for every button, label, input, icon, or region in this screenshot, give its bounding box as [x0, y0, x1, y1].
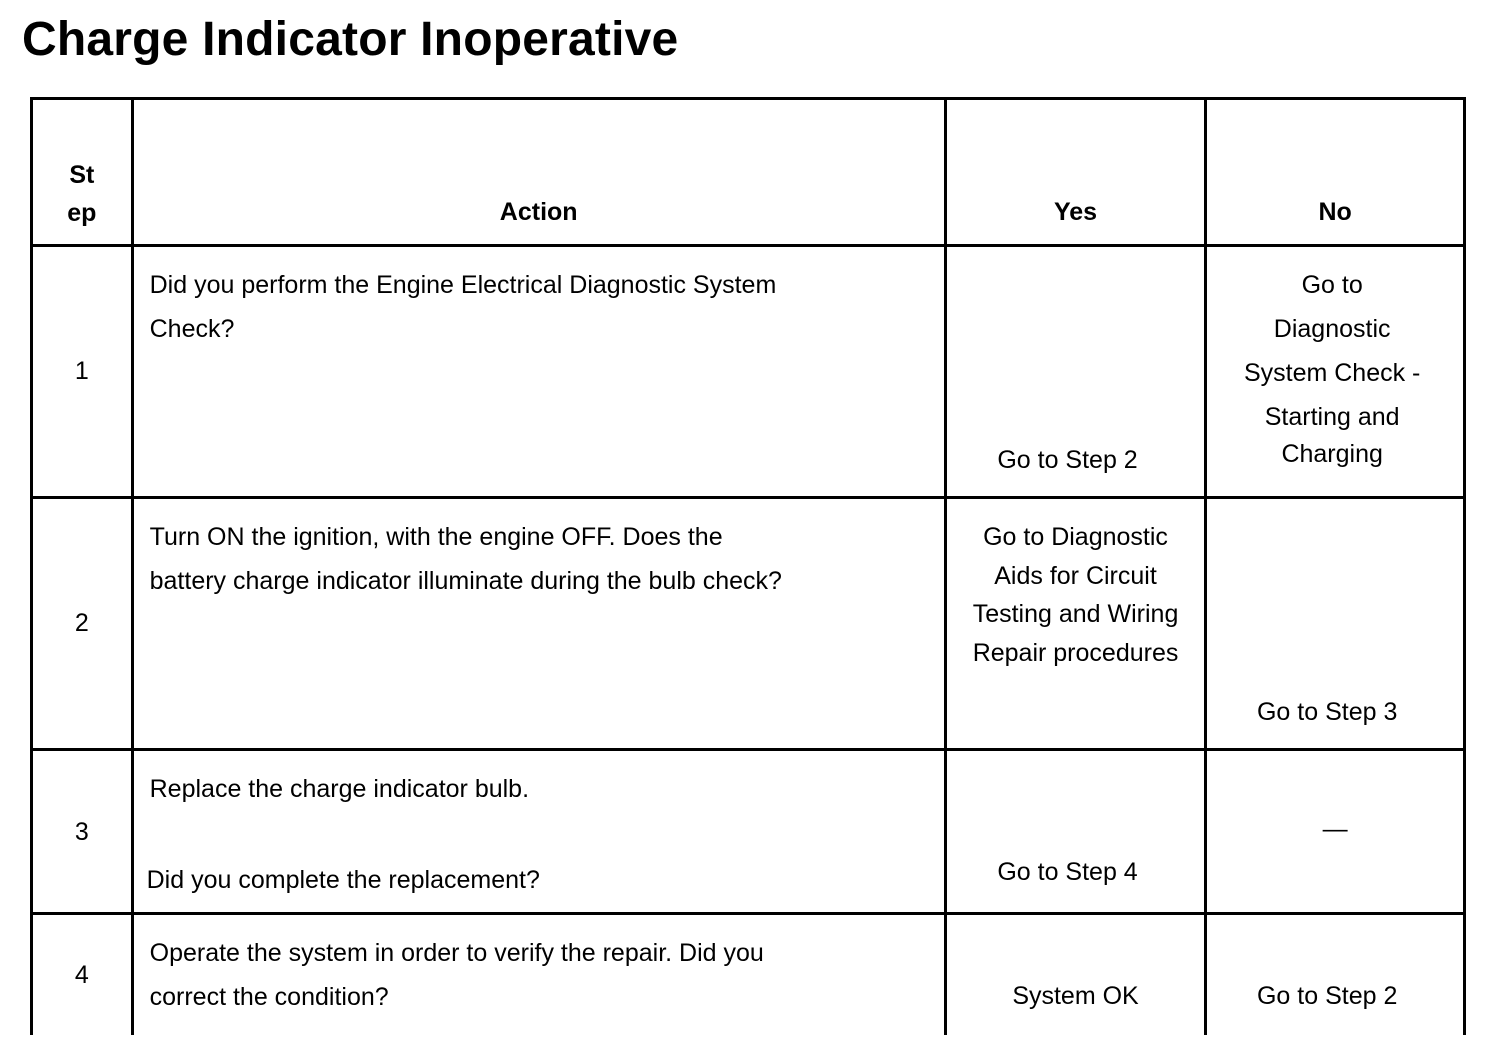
step-number: 4	[74, 961, 89, 989]
header-yes-label: Yes	[1053, 198, 1098, 226]
yes-result: Go to Step 2	[997, 446, 1138, 474]
no-result-line: System Check -	[1243, 359, 1421, 387]
action-cell	[132, 914, 945, 1035]
yes-result-line: Testing and Wiring	[972, 600, 1179, 628]
yes-cell	[945, 498, 1206, 750]
action-text: battery charge indicator illuminate during the bulb check?	[149, 567, 782, 595]
table-header-row	[32, 99, 1465, 246]
no-result: —	[1322, 815, 1348, 843]
no-result-line: Diagnostic	[1273, 315, 1391, 343]
header-action	[132, 99, 945, 246]
no-result-line: Charging	[1281, 440, 1383, 468]
action-text: Did you complete the replacement?	[146, 866, 540, 894]
action-text: Operate the system in order to verify the repair. Did you	[149, 939, 764, 967]
step-cell	[32, 246, 133, 498]
header-step-line1: St	[69, 161, 95, 189]
yes-result-line: Go to Diagnostic	[983, 523, 1168, 551]
page-title: Charge Indicator Inoperative	[22, 13, 679, 66]
header-step-line2: ep	[67, 199, 97, 227]
no-cell	[1206, 750, 1465, 914]
action-text: Replace the charge indicator bulb.	[149, 775, 530, 803]
table-row	[32, 246, 1465, 498]
header-step	[32, 99, 133, 246]
no-result-line: Starting and	[1264, 403, 1400, 431]
step-cell	[32, 498, 133, 750]
header-no	[1206, 99, 1465, 246]
yes-result-line: Repair procedures	[972, 638, 1179, 667]
yes-result-line: Aids for Circuit	[994, 561, 1157, 590]
header-no-label: No	[1318, 198, 1352, 226]
action-cell	[132, 750, 945, 914]
yes-cell	[945, 914, 1206, 1035]
no-result: Go to Step 3	[1256, 698, 1398, 726]
step-cell	[32, 750, 133, 914]
step-number: 2	[74, 609, 89, 637]
step-number: 3	[74, 818, 89, 846]
step-number: 1	[74, 357, 89, 385]
action-cell	[132, 498, 945, 750]
step-cell	[32, 914, 133, 1035]
no-cell	[1206, 914, 1465, 1035]
header-yes	[945, 99, 1206, 246]
diagnostic-table	[30, 97, 1466, 1035]
action-text: Turn ON the ignition, with the engine OFF. Does the	[149, 523, 723, 551]
yes-cell	[945, 750, 1206, 914]
action-text: Check?	[149, 315, 235, 343]
action-text: correct the condition?	[149, 983, 389, 1011]
yes-cell	[945, 246, 1206, 498]
no-result-line: Go to	[1301, 271, 1363, 299]
action-cell	[132, 246, 945, 498]
no-result: Go to Step 2	[1256, 982, 1398, 1010]
yes-result: Go to Step 4	[997, 858, 1138, 886]
no-cell	[1206, 498, 1465, 750]
table-row	[32, 498, 1465, 750]
no-cell	[1206, 246, 1465, 498]
header-action-label: Action	[499, 198, 578, 226]
table-row	[32, 750, 1465, 914]
action-text: Did you perform the Engine Electrical Diagnostic System	[149, 271, 777, 299]
yes-result: System OK	[1012, 982, 1139, 1010]
table-row	[32, 914, 1465, 1035]
